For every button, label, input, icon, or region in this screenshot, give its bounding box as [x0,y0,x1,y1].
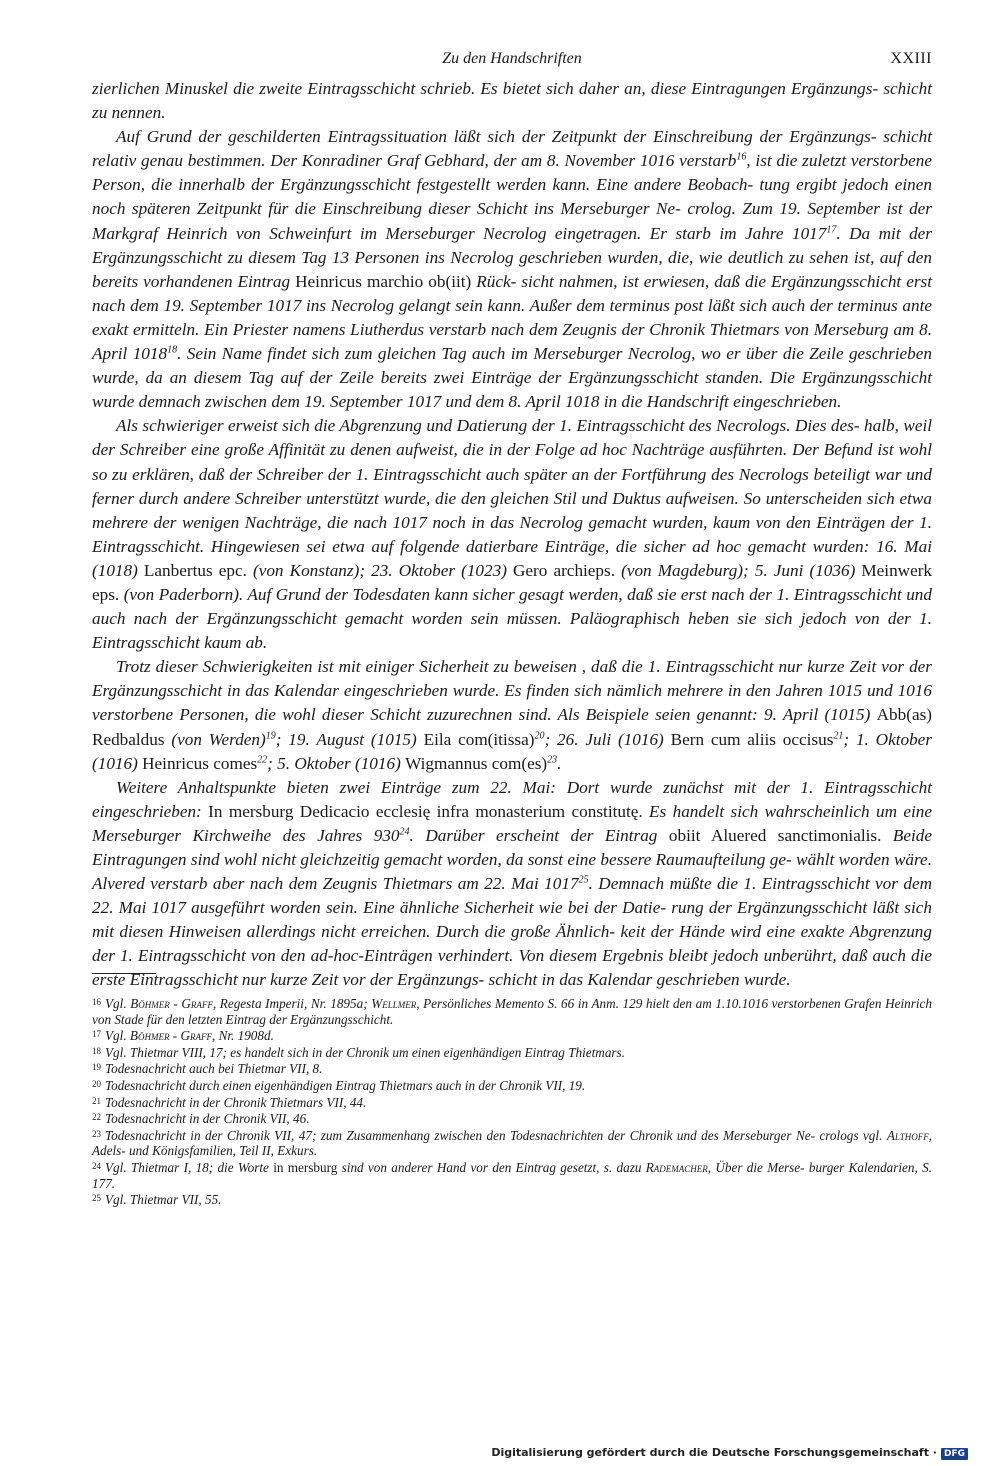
text-run: . Demnach müßte die 1. Eintragsschicht vor dem 22. Mai 1017 ausgeführt worden sein. Eine ähnliche Sicherheit wie bei der Datie- rung der Ergänzungsschicht läßt sich mit diesen Hinweisen allerdings nicht erreichen. Durch die große Ähnlich- keit der Hände wird eine exakte Abgrenzung der 1. Eintragsschicht von den ad-hoc-Einträgen verhindert. Von diesem Ergebnis bleibt jedoch unberührt, daß auch die erste Eintragsschicht nur kurze Zeit vor der Ergänzungs- schicht in das Kalendar geschrieben wurde. [92,874,932,990]
footnote-number: 19 [92,1062,101,1073]
text-run: (von Werden) [164,729,266,749]
text-run: Auf Grund der geschilderten Eintragssituation läßt sich der Zeitpunkt der Einschreibung der Ergänzungs- schicht relativ genau bestimmen. Der Konradiner Graf Gebhard, der am 8. November 1016 verstarb [92,127,932,171]
text-run: Vgl. Thietmar VIII, 17; es handelt sich in der Chronik um einen eigenhändigen Eintrag Thietmars. [105,1044,625,1060]
running-title: Zu den Handschriften [442,50,582,67]
page-number: XXIII [890,50,932,67]
footnote-number: 22 [92,1112,101,1123]
paragraph [92,125,932,414]
text-run: Todesnachricht durch einen eigenhändigen Eintrag Thietmars auch in der Chronik VII, 19. [105,1077,586,1093]
text-run: . Sein Name findet sich zum gleichen Tag auch im Merseburger Necrolog, wo er über die Zeile geschrieben wurde, da an diesem Tag auf der Zeile bereits zwei Einträge der Ergänzungsschicht standen. Die Ergänzungsschicht wurde demnach zwischen dem 19. September 1017 und dem 8. April 1018 in die Handschrift eingeschrieben. [92,344,932,412]
text-run: Todesnachricht in der Chronik VII, 47; zum Zusammenhang zwischen den Todesnachrichten der Chronik und des Merseburger Ne- crologs vgl. [105,1127,887,1143]
latin-entry: Lanbertus epc. [143,560,247,580]
text-run: Trotz dieser Schwierigkeiten ist mit einiger Sicherheit zu beweisen , daß die 1. Eintragsschicht nur kurze Zeit vor der Ergänzungsschicht in das Kalendar eingeschrieben wurde. Es finden sich nämlich mehrere in den Jahren 1015 und 1016 verstorbene Personen, die wohl dieser Schicht zuzurechnen sind. Als Beispiele seien genannt: 9. April (1015) [92,657,932,725]
footnote-ref: 22 [257,753,268,765]
latin-entry: Bern cum aliis occisus [670,729,834,749]
footnote-number: 24 [92,1160,101,1171]
text-run: Als schwieriger erweist sich die Abgrenzung und Datierung der 1. Eintragsschicht des Necrologs. Dies des- halb, weil der Schreiber eine große Affinität zu denen aufweist, die in der Folge ad hoc Nachträge ausführten. Der Befund ist wohl so zu erklären, daß der Schreiber der 1. Eintragsschicht auch später an der Fortführung des Necrologs beteiligt war und ferner durch andere Schreiber unterstützt wurde, die den gleichen Stil und Duktus aufweisen. So unterscheiden sich etwa mehrere der wenigen Nachträge, die nach 1017 noch in das Necrolog gemacht wurden, kaum von den Einträgen der 1. Eintragsschicht. Hingewiesen sei etwa auf folgende datierbare Einträge, die sicher ad hoc gemacht wurden: 16. Mai (1018) [92,416,932,580]
running-header [92,50,932,72]
footnote [92,1159,932,1191]
dfg-logo: DFG [941,1448,968,1460]
author-name: Althoff [886,1127,929,1143]
text-run: ; 19. August (1015) [275,729,424,749]
footnote-number: 18 [92,1045,101,1056]
footnote-divider [92,973,156,974]
text-run: , ist die zuletzt verstorbene Person, die innerhalb der Ergänzungsschicht festgestellt werden kann. Eine andere Beobach- tung ergibt jedoch einen noch späteren Zeitpunkt für die Einschreibung dieser Schicht ins Merseburger Ne- crolog. Zum 19. September ist der Markgraf Heinrich von Schweinfurt im Merseburger Necrolog eingetragen. Er starb im Jahre 1017 [92,151,932,243]
footnote-number: 16 [92,997,101,1007]
text-run: Vgl. [105,1028,130,1044]
footnote [92,1110,932,1127]
latin-entry: Wigmannus com(es) [405,753,548,773]
footnote-ref: 24 [399,826,410,838]
footnote-number: 20 [92,1078,101,1089]
footnote-ref: 20 [534,729,545,741]
latin-entry: obiit Aluered sanctimonialis. [668,825,882,845]
text-run: zierlichen Minuskel die zweite Eintragsschicht schrieb. Es bietet sich daher an, diese Eintragungen Ergänzungs- schicht zu nennen. [92,79,932,123]
footnote [92,1027,932,1044]
text-run: (von Magdeburg); 5. Juni (1036) [615,560,862,580]
text-run: (von Paderborn). Auf Grund der Todesdaten kann sicher gesagt werden, daß sie erst nach der 1. Eintragsschicht und auch nach der Ergänzungsschicht gemacht worden sein müssen. Paläographisch heben sie sich jedoch von der 1. Eintragsschicht kaum ab. [92,584,932,653]
footnote-number: 23 [92,1128,101,1139]
footnote-ref: 19 [265,729,276,741]
author-name: Böhmer - Graff [130,996,213,1011]
text-run: Weitere Anhaltspunkte bieten zwei Einträge zum 22. Mai: Dort wurde zunächst mit der 1. Eintragsschicht eingeschrieben: [92,777,932,821]
text-run: Todesnachricht in der Chronik Thietmars VII, 44. [105,1094,367,1110]
footnote [92,1044,932,1061]
paragraph [92,655,932,775]
text-run: Todesnachricht auch bei Thietmar VII, 8. [105,1061,323,1077]
text-run: (von Konstanz); 23. Oktober (1023) [246,560,514,580]
author-name: Wellmer [371,996,417,1011]
text-run: Rück- sicht nahmen, ist erwiesen, daß die Ergänzungsschicht erst nach dem 19. September 1017 ins Necrolog gelangt sein kann. Außer dem terminus post läßt sich auch der terminus ante exakt ermitteln. Ein Priester namens Liutherdus verstarb nach dem Zeugnis der Chronik Thietmars von Merseburg am 8. April 1018 [92,271,932,364]
text-run: Vgl. Thietmar VII, 55. [105,1192,222,1208]
latin-entry: In mersburg Dedicacio ecclesię infra monasterium constitutę. [208,801,643,821]
footnote-ref: 23 [547,753,558,765]
text-run: Vgl. Thietmar I, 18; die Worte [105,1159,274,1175]
text-run: Todesnachricht in der Chronik VII, 46. [105,1111,310,1127]
latin-entry: in mersburg [273,1159,338,1175]
latin-entry: Abb(as) Redbaldus [92,705,932,749]
footnote [92,1094,932,1111]
footnote-ref: 18 [167,344,178,356]
text-run: . Da mit der Ergänzungsschicht zu diesem Tag 13 Personen ins Necrolog geschrieben wurden, die, wie deutlich zu sehen ist, auf den bereits vorhandenen Eintrag [92,223,932,291]
text-run: sind von anderer Hand vor den Eintrag gesetzt, s. dazu [337,1159,646,1175]
latin-entry: Eila com(itissa) [423,729,535,749]
footnote-ref: 17 [826,223,837,235]
funding-note [491,1446,968,1460]
footnote-ref: 21 [833,729,844,741]
footnote-ref: 16 [736,151,747,163]
paragraph [92,77,932,125]
footnote [92,1060,932,1077]
text-run: , Nr. 1908d. [211,1028,274,1044]
footnote [92,995,932,1027]
text-run: Beide Eintragungen sind wohl nicht gleichzeitig gemacht worden, da sonst eine bessere Raumaufteilung ge- wählt worden wäre. Alvered verstarb aber nach dem Zeugnis Thietmars am 22. Mai 1017 [92,825,932,894]
footnote-number: 17 [92,1029,101,1040]
latin-entry: Gero archieps. [513,560,616,580]
footnote-number: 21 [92,1095,101,1106]
footnotes [92,995,932,1208]
author-name: Rademacher [645,1159,708,1175]
author-name: Böhmer - Graff [129,1028,212,1044]
latin-entry: Heinricus marchio ob(iit) [295,271,472,291]
footnote [92,1127,932,1159]
text-run: , Regesta Imperii, Nr. 1895a; [212,996,372,1011]
latin-entry: Heinricus comes [142,753,258,773]
footnote-number: 25 [92,1193,101,1204]
footnote [92,1077,932,1094]
latin-entry: Meinwerk eps. [92,560,933,604]
text-run: . [557,753,562,773]
footnote-ref: 25 [578,874,589,886]
paragraph [92,414,932,655]
text-run: ; 1. Oktober (1016) [92,729,933,773]
funding-text: Digitalisierung gefördert durch die Deutsche Forschungsgemeinschaft · [491,1446,937,1459]
text-run: ; 26. Juli (1016) [544,729,671,749]
text-run: Vgl. [105,996,131,1011]
text-run: , Persönliches Memento S. 66 in Anm. 129 hielt den am 1.10.1016 verstorbenen Grafen Heinrich von Stade für den letzten Eintrag der Ergänzungsschicht. [92,996,932,1027]
text-run: , Adels- und Königsfamilien, Teil II, Exkurs. [92,1127,932,1159]
text-run: Es handelt sich wahrscheinlich um eine Merseburger Kirchweihe des Jahres 930 [92,801,932,845]
text-run: , Über die Merse- burger Kalendarien, S. 177. [92,1159,932,1191]
footnote [92,1191,932,1208]
paragraph [92,776,932,993]
main-text [92,77,932,993]
text-run: . Darüber erscheint der Eintrag [409,825,669,845]
text-run: ; 5. Oktober (1016) [267,753,406,773]
